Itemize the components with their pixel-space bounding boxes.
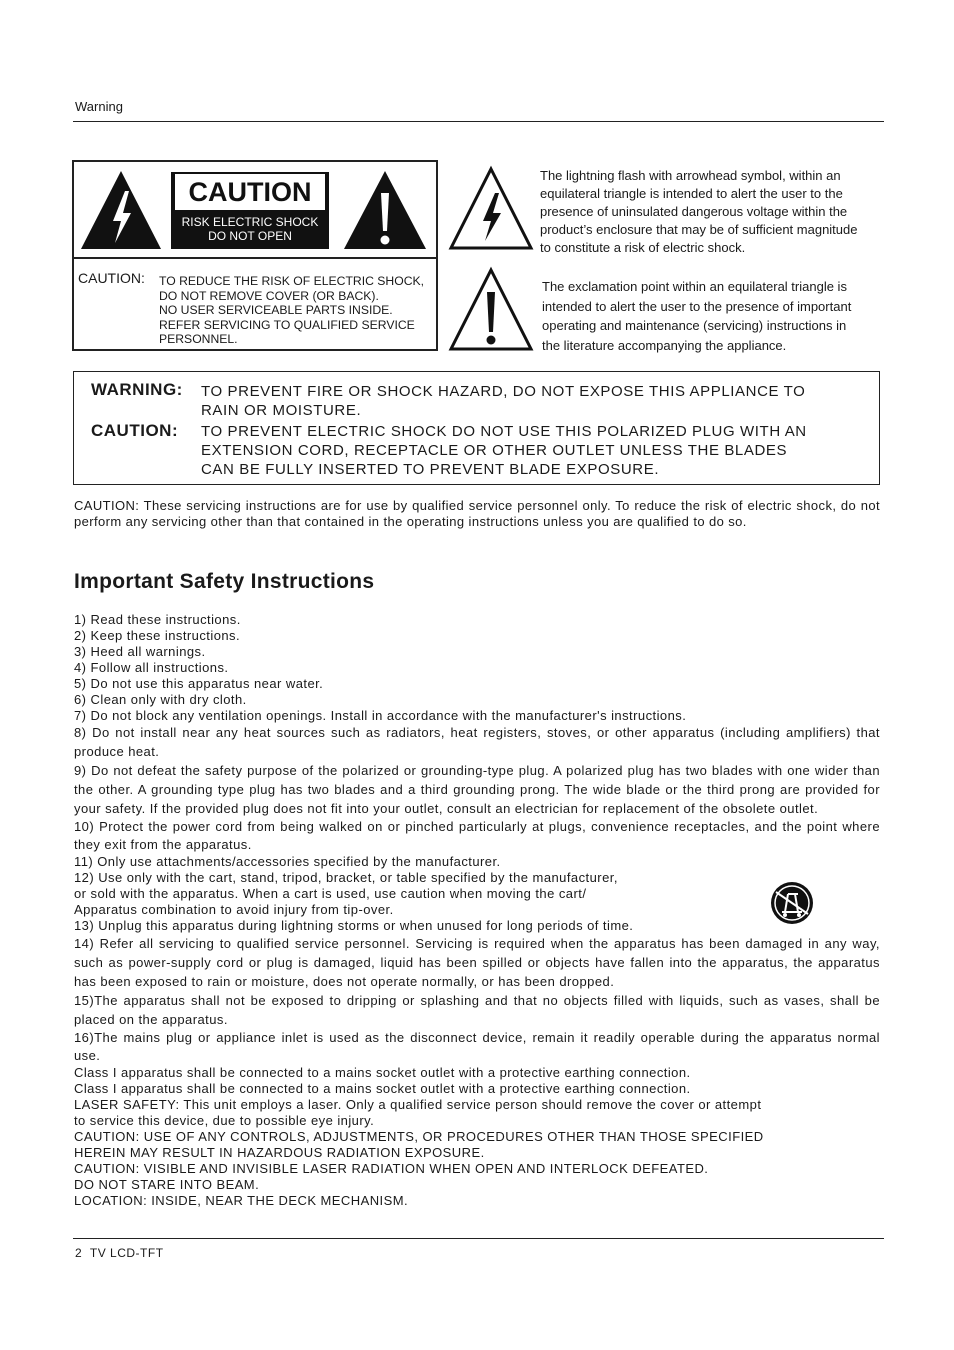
description-line: presence of uninsulated dangerous voltage within the [540,204,848,219]
description-line: to constitute a risk of electric shock. [540,240,746,255]
warning-label: WARNING: [91,380,183,399]
description-line: intended to alert the user to the presence of important [542,298,852,314]
list-item: 11) Only use attachments/accessories specified by the manufacturer. [74,854,501,869]
header-rule [73,121,884,122]
list-item: 7) Do not block any ventilation openings. Install in accordance with the manufacturer's instructions. [74,708,687,723]
safety-title: Important Safety Instructions [74,570,375,593]
warning-line: TO PREVENT FIRE OR SHOCK HAZARD, DO NOT EXPOSE THIS APPLIANCE TO [201,383,806,400]
description-line: equilateral triangle is intended to alert the user to the [540,186,843,201]
list-item: 16)The mains plug or appliance inlet is used as the disconnect device, remain it readily operable during the apparatus normal use. [74,1030,880,1063]
caution-line: PERSONNEL. [159,332,238,347]
caution-prefix: CAUTION: [78,270,145,286]
cart-tip-over-icon [768,880,816,926]
list-item: LOCATION: INSIDE, NEAR THE DECK MECHANISM. [74,1193,409,1208]
lightning-triangle-icon [79,169,163,251]
caution-box [72,160,438,351]
caution-line: CAN BE FULLY INSERTED TO PREVENT BLADE EXPOSURE. [201,461,660,478]
caution-lines [159,274,424,347]
list-item: to service this device, due to possible eye injury. [74,1113,375,1128]
warning-box [73,371,880,485]
warning-line: RAIN OR MOISTURE. [201,402,362,419]
list-item: Apparatus combination to avoid injury from tip-over. [74,902,394,917]
list-item: 3) Heed all warnings. [74,644,206,659]
lightning-outline-triangle-icon [448,165,534,251]
caution-label [171,172,329,249]
list-item: 9) Do not defeat the safety purpose of the polarized or grounding-type plug. A polarized plug has two blades with one wider than the other. A grounding type plug has two blades and a third grounding prong. The wide blade or the third prong are provided for your safety. If the provided plug does not fit into your outlet, consult an electrician for replacement of the obsolete outlet. [74,763,880,816]
caution-line: DO NOT REMOVE COVER (OR BACK). [159,288,379,303]
exclamation-outline-triangle-icon [448,266,534,352]
description-line: the literature accompanying the appliance. [542,337,787,353]
caution-label-2: CAUTION: [91,421,179,440]
list-item: Class I apparatus shall be connected to a mains socket outlet with a protective earthing connection. [74,1081,691,1096]
list-item: 8) Do not install near any heat sources such as radiators, heat registers, stoves, or other apparatus (including amplifiers) that produce heat. [74,725,880,759]
caution-line: TO PREVENT ELECTRIC SHOCK DO NOT USE THIS POLARIZED PLUG WITH AN [201,423,807,440]
list-item: 1) Read these instructions. [74,612,241,627]
list-item: CAUTION: USE OF ANY CONTROLS, ADJUSTMENTS, OR PROCEDURES OTHER THAN THOSE SPECIFIED [74,1129,764,1144]
caution-title: CAUTION [175,174,325,210]
footer-rule [73,1238,884,1239]
caution-line: EXTENSION CORD, RECEPTACLE OR OTHER OUTLET UNLESS THE BLADES [201,442,788,459]
list-item: 4) Follow all instructions. [74,660,229,675]
list-item: 14) Refer all servicing to qualified service personnel. Servicing is required when the apparatus has been damaged in any way, such as power-supply cord or plug is damaged, liquid has been spilled or objects have fallen into the apparatus, the apparatus has been exposed to rain or moisture, does not operate normally, or has been dropped. [74,936,880,989]
list-item: 10) Protect the power cord from being walked on or pinched particularly at plugs, convenience receptacles, and the point where they exit from the apparatus. [74,819,880,852]
page-number: 2 [75,1246,83,1260]
servicing-caution: CAUTION: These servicing instructions are for use by qualified service personnel only. To reduce the risk of electric shock, do not perform any servicing other than that contained in the operating instructions unless you are qualified to do so. [74,498,880,529]
footer [75,1246,164,1260]
caution-subtitle-1: RISK ELECTRIC SHOCK [181,215,319,229]
description-line: The lightning flash with arrowhead symbol, within an [540,168,841,183]
exclamation-triangle-icon [342,169,428,251]
list-item: or sold with the apparatus. When a cart is used, use caution when moving the cart/ [74,886,587,901]
description-line: product’s enclosure that may be of sufficient magnitude [540,222,858,237]
caution-line: TO REDUCE THE RISK OF ELECTRIC SHOCK, [159,274,425,288]
header-section: Warning [75,99,123,114]
list-item: HEREIN MAY RESULT IN HAZARDOUS RADIATION EXPOSURE. [74,1145,485,1160]
product-name: TV LCD-TFT [89,1246,164,1260]
safety-list [74,612,880,1209]
list-item: 13) Unplug this apparatus during lightning storms or when unused for long periods of time. [74,918,634,933]
exclamation-description [542,277,851,355]
caution-divider [74,257,436,259]
caution-line: NO USER SERVICEABLE PARTS INSIDE. [159,303,393,318]
caution-subtitle-2: DO NOT OPEN [208,229,292,243]
list-item: 15)The apparatus shall not be exposed to dripping or splashing and that no objects filled with liquids, such as vases, shall be placed on the apparatus. [74,993,880,1027]
caution-text [201,422,807,479]
list-item: LASER SAFETY: This unit employs a laser. Only a qualified service person should remove the cover or attempt [74,1097,762,1112]
list-item: Class I apparatus shall be connected to a mains socket outlet with a protective earthing connection. [74,1065,691,1080]
list-item: DO NOT STARE INTO BEAM. [74,1177,260,1192]
list-item: 6) Clean only with dry cloth. [74,692,247,707]
list-item: 5) Do not use this apparatus near water. [74,676,324,691]
list-item: 2) Keep these instructions. [74,628,241,643]
list-item: 12) Use only with the cart, stand, tripod, bracket, or table specified by the manufacturer, [74,870,618,885]
description-line: operating and maintenance (servicing) instructions in [542,318,847,333]
description-line: The exclamation point within an equilateral triangle is [542,279,847,294]
caution-line: REFER SERVICING TO QUALIFIED SERVICE [159,317,415,332]
lightning-description [540,167,857,257]
list-item: CAUTION: VISIBLE AND INVISIBLE LASER RADIATION WHEN OPEN AND INTERLOCK DEFEATED. [74,1161,709,1176]
warning-text [201,382,805,420]
